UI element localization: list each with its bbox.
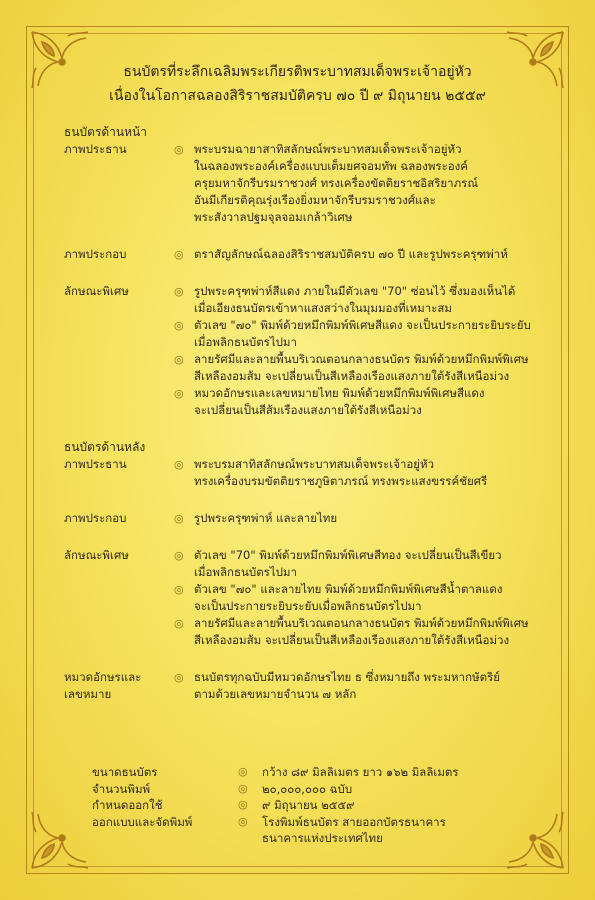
front-feature-row bbox=[64, 385, 555, 419]
bullet-ring-icon: ◎ bbox=[174, 583, 184, 596]
serial-label bbox=[64, 669, 174, 703]
front-heading: ธนบัตรด้านหน้า bbox=[64, 125, 147, 139]
bullet-ring-icon: ◎ bbox=[238, 814, 248, 828]
back-secondary-image-text: รูปพระครุฑพ่าห์ และลายไทย bbox=[194, 511, 338, 525]
back-heading: ธนบัตรด้านหลัง bbox=[64, 440, 146, 454]
front-feature-row bbox=[64, 317, 555, 351]
bullet-ring-icon: ◎ bbox=[174, 512, 184, 525]
spec-value: ๒๐,๐๐๐,๐๐๐ ฉบับ bbox=[262, 781, 353, 796]
text-line: ธนาคารแห่งประเทศไทย bbox=[262, 831, 383, 845]
text-line: เมื่อพลิกธนบัตรไปมา bbox=[194, 565, 297, 579]
bullet-ring-icon: ◎ bbox=[174, 617, 184, 630]
text-line: ในฉลองพระองค์เครื่องแบบเต็มยศจอมทัพ ฉลองพระองค์ bbox=[194, 159, 468, 173]
bullet-ring-icon: ◎ bbox=[174, 387, 184, 400]
bullet-ring-icon: ◎ bbox=[174, 143, 184, 156]
back-feature-row bbox=[64, 615, 555, 649]
text-line: ตัวเลข "70" พิมพ์ด้วยหมึกพิมพ์พิเศษสีทอง จะเปลี่ยนเป็นสีเขียว bbox=[194, 548, 502, 562]
text-line: จะเปลี่ยนเป็นสีส้มเรืองแสงภายใต้รังสีเหนือม่วง bbox=[194, 403, 422, 417]
specifications bbox=[92, 764, 555, 847]
back-main-image-row bbox=[64, 456, 555, 490]
front-feature-row bbox=[64, 283, 555, 317]
text-line: จะเป็นประกายระยิบระยับเมื่อพลิกธนบัตรไปมา bbox=[194, 599, 422, 613]
text-line: หมวดอักษรและ bbox=[64, 670, 142, 684]
spec-row-issue-date bbox=[92, 797, 555, 814]
text-line: ธนบัตรทุกฉบับมีหมวดอักษรไทย ธ ซึ่งหมายถึง พระมหากษัตริย์ bbox=[194, 670, 501, 684]
text-line: เมื่อพลิกธนบัตรไปมา bbox=[194, 335, 297, 349]
front-main-image-row bbox=[64, 141, 555, 226]
front-feature-1 bbox=[194, 283, 555, 317]
title-line-1: ธนบัตรที่ระลึกเฉลิมพระเกียรติพระบาทสมเด็จพระเจ้าอยู่หัว bbox=[123, 64, 472, 80]
bullet-ring-icon: ◎ bbox=[174, 549, 184, 562]
spec-label: ขนาดธนบัตร bbox=[92, 765, 158, 779]
bullet-ring-icon: ◎ bbox=[174, 458, 184, 471]
spec-value: กว้าง ๘๙ มิลลิเมตร ยาว ๑๖๒ มิลลิเมตร bbox=[262, 765, 459, 779]
back-main-image-label: ภาพประธาน bbox=[64, 457, 127, 471]
back-feature-2 bbox=[194, 581, 555, 615]
spec-value: ๙ มิถุนายน ๒๕๕๙ bbox=[262, 798, 355, 812]
text-line: เลขหมาย bbox=[64, 687, 112, 701]
bullet-ring-icon: ◎ bbox=[174, 671, 184, 684]
back-feature-row bbox=[64, 581, 555, 615]
front-features-label: ลักษณะพิเศษ bbox=[64, 284, 129, 298]
text-line: รูปพระครุฑพ่าห์สีแดง ภายในมีตัวเลข "70" ซ่อนไว้ ซึ่งมองเห็นได้ bbox=[194, 284, 516, 298]
bullet-ring-icon: ◎ bbox=[238, 798, 248, 811]
front-feature-2 bbox=[194, 317, 555, 351]
bullet-ring-icon: ◎ bbox=[238, 765, 248, 778]
corner-ornament-icon bbox=[28, 802, 98, 872]
spec-row-designer bbox=[92, 814, 555, 847]
text-line: ตัวเลข "๗๐" และลายไทย พิมพ์ด้วยหมึกพิมพ์พิเศษสีน้ำตาลแดง bbox=[194, 582, 503, 596]
back-feature-row bbox=[64, 547, 555, 581]
front-secondary-image-label: ภาพประกอบ bbox=[64, 247, 127, 261]
text-line: ตามด้วยเลขหมายจำนวน ๗ หลัก bbox=[194, 687, 357, 701]
text-line: อันมีเกียรติคุณรุ่งเรืองยิ่งมหาจักรีบรมราชวงศ์และ bbox=[194, 193, 436, 207]
description-body bbox=[64, 124, 555, 703]
text-line: ลายรัศมีและลายพื้นบริเวณตอนกลางธนบัตร พิมพ์ด้วยหมึกพิมพ์พิเศษ bbox=[194, 352, 529, 366]
text-line: พระสังวาลปฐมจุลจอมเกล้าวิเศษ bbox=[194, 210, 353, 224]
text-line: สีเหลืองอมส้ม จะเปลี่ยนเป็นสีเหลืองเรืองแสงภายใต้รังสีเหนือม่วง bbox=[194, 369, 510, 383]
serial-row bbox=[64, 669, 555, 703]
text-line: ทรงเครื่องบรมขัตติยราชภูษิตาภรณ์ ทรงพระแสงขรรค์ชัยศรี bbox=[194, 474, 488, 488]
bullet-ring-icon: ◎ bbox=[174, 319, 184, 332]
title-line-2: เนื่องในโอกาสฉลองสิริราชสมบัติครบ ๗๐ ปี ๙ มิถุนายน ๒๕๕๙ bbox=[109, 88, 486, 104]
front-feature-4 bbox=[194, 385, 555, 419]
bullet-ring-icon: ◎ bbox=[174, 285, 184, 298]
bullet-ring-icon: ◎ bbox=[174, 353, 184, 366]
spec-label: กำหนดออกใช้ bbox=[92, 798, 163, 812]
spec-row-quantity bbox=[92, 781, 555, 798]
back-secondary-image-row bbox=[64, 510, 555, 527]
bullet-ring-icon: ◎ bbox=[238, 781, 248, 795]
text-line: พระบรมสาทิสลักษณ์พระบาทสมเด็จพระเจ้าอยู่หัว bbox=[194, 457, 435, 471]
back-secondary-image-label: ภาพประกอบ bbox=[64, 511, 127, 525]
back-feature-3 bbox=[194, 615, 555, 649]
text-line: โรงพิมพ์ธนบัตร สายออกบัตรธนาคาร bbox=[262, 814, 446, 829]
serial-text bbox=[194, 669, 555, 703]
text-line: ตัวเลข "๗๐" พิมพ์ด้วยหมึกพิมพ์พิเศษสีแดง จะเป็นประกายระยิบระยับ bbox=[194, 318, 531, 332]
front-feature-row bbox=[64, 351, 555, 385]
text-line: สีเหลืองอมส้ม จะเปลี่ยนเป็นสีเหลืองเรืองแสงภายใต้รังสีเหนือม่วง bbox=[194, 633, 510, 647]
spec-label: ออกแบบและจัดพิมพ์ bbox=[92, 814, 193, 829]
text-line: หมวดอักษรและเลขหมายไทย พิมพ์ด้วยหมึกพิมพ์พิเศษสีแดง bbox=[194, 386, 485, 400]
document-title bbox=[60, 60, 535, 108]
back-features-label: ลักษณะพิเศษ bbox=[64, 548, 129, 562]
front-main-image-text bbox=[194, 141, 555, 226]
front-main-image-label: ภาพประธาน bbox=[64, 142, 127, 156]
spec-value bbox=[262, 814, 555, 847]
text-line: เมื่อเอียงธนบัตรเข้าหาแสงสว่างในมุมมองที่เหมาะสม bbox=[194, 301, 452, 315]
text-line: พระบรมฉายาสาทิสลักษณ์พระบาทสมเด็จพระเจ้าอยู่หัว bbox=[194, 142, 462, 156]
front-secondary-image-text: ตราสัญลักษณ์ฉลองสิริราชสมบัติครบ ๗๐ ปี และรูปพระครุฑพ่าห์ bbox=[194, 247, 508, 261]
front-feature-3 bbox=[194, 351, 555, 385]
spec-row-size bbox=[92, 764, 555, 781]
bullet-ring-icon: ◎ bbox=[174, 248, 184, 261]
back-main-image-text bbox=[194, 456, 555, 490]
back-feature-1 bbox=[194, 547, 555, 581]
spec-label: จำนวนพิมพ์ bbox=[92, 781, 151, 796]
text-line: ครุยมหาจักรีบรมราชวงศ์ ทรงเครื่องขัตติยราชอิสริยาภรณ์ bbox=[194, 176, 479, 190]
text-line: ลายรัศมีและลายพื้นบริเวณตอนกลางธนบัตร พิมพ์ด้วยหมึกพิมพ์พิเศษ bbox=[194, 616, 529, 630]
front-secondary-image-row bbox=[64, 246, 555, 263]
